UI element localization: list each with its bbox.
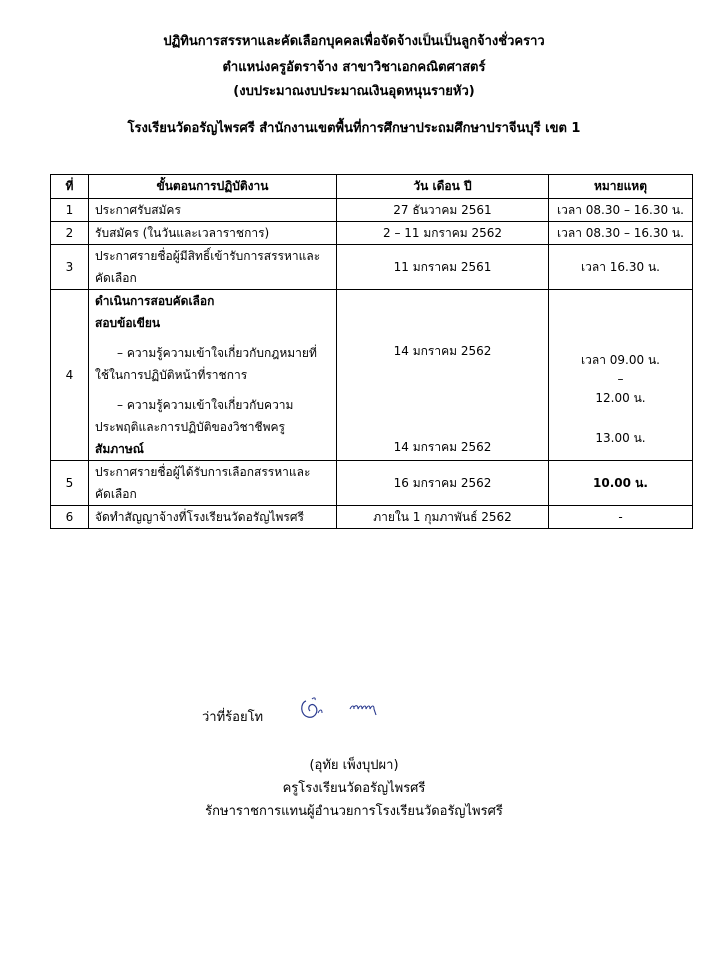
row-step (89, 290, 337, 461)
interview-date: 14 มกราคม 2562 (393, 439, 492, 454)
row-step-line: คัดเลือก (95, 271, 137, 285)
table-row (51, 461, 693, 506)
row-step-line: ประกาศรายชื่อผู้มีสิทธิ์เข้ารับการสรรหาและ (95, 249, 321, 263)
budget-source: (งบประมาณงบประมาณเงินอุดหนุนรายหัว) (233, 84, 475, 99)
signer-position: ครูโรงเรียนวัดอรัญไพรศรี (282, 781, 426, 796)
row-step (89, 245, 337, 290)
position-title: ตำแหน่งครูอัตราจ้าง สาขาวิชาเอกคณิตศาสตร์ (222, 60, 486, 75)
row-date: 2 – 11 มกราคม 2562 (337, 222, 549, 245)
signer-rank: ว่าที่ร้อยโท (202, 710, 264, 725)
row-date: 27 ธันวาคม 2561 (337, 199, 549, 222)
row-step: ประกาศรับสมัคร (89, 199, 337, 222)
column-header-step: ขั้นตอนการปฏิบัติงาน (89, 175, 337, 199)
row-date-text: 11 มกราคม 2561 (393, 260, 492, 274)
row-date (337, 290, 549, 461)
row-note (549, 245, 693, 290)
row-note-text: 10.00 น. (593, 476, 648, 490)
exam-end-time: 12.00 น. (595, 390, 646, 405)
exam-item-law: – ความรู้ความเข้าใจเกี่ยวกับกฎหมายที่ (117, 346, 317, 360)
row-note (549, 290, 693, 461)
signer-acting-position: รักษาราชการแทนผู้อำนวยการโรงเรียนวัดอรัญไพรศรี (205, 804, 503, 819)
row-note: - (549, 506, 693, 529)
exam-start-time: เวลา 09.00 น. (581, 352, 660, 367)
row-note: เวลา 08.30 – 16.30 น. (549, 199, 693, 222)
table-row (51, 199, 693, 222)
table-row (51, 506, 693, 529)
column-header-note: หมายแหตุ (549, 175, 693, 199)
row-number: 6 (51, 506, 89, 529)
signer-name: (อุทัย เพ็งบุปผา) (309, 758, 399, 773)
table-row (51, 245, 693, 290)
written-exam-date: 14 มกราคม 2562 (393, 343, 492, 358)
table-header-row (51, 175, 693, 199)
row-number: 5 (51, 461, 89, 506)
handwritten-signature (294, 693, 404, 727)
column-header-no: ที่ (51, 175, 89, 199)
row-date-text: 16 มกราคม 2562 (393, 476, 492, 490)
table-row (51, 290, 693, 461)
exam-item-ethics: – ความรู้ความเข้าใจเกี่ยวกับความ (117, 398, 294, 412)
school-name: โรงเรียนวัดอรัญไพรศรี สำนักงานเขตพื้นที่การศึกษาประถมศึกษาปราจีนบุรี เขต 1 (127, 121, 581, 136)
schedule-table (50, 174, 693, 529)
exam-item-ethics-cont: ประพฤติและการปฏิบัติของวิชาชีพครู (95, 420, 285, 434)
row-note-text: เวลา 16.30 น. (581, 260, 660, 274)
row-step-line: คัดเลือก (95, 487, 137, 501)
column-header-date: วัน เดือน ปี (337, 175, 549, 199)
exam-item-law-cont: ใช้ในการปฏิบัติหน้าที่ราชการ (95, 368, 248, 382)
interview-label: สัมภาษณ์ (95, 442, 144, 456)
document-title: ปฏิทินการสรรหาและคัดเลือกบุคคลเพื่อจัดจ้างเป็นเป็นลูกจ้างชั่วคราว (163, 34, 545, 49)
row-number: 2 (51, 222, 89, 245)
table-row (51, 222, 693, 245)
row-number: 3 (51, 245, 89, 290)
row-step (89, 461, 337, 506)
row-number: 4 (51, 290, 89, 461)
row-date: ภายใน 1 กุมภาพันธ์ 2562 (337, 506, 549, 529)
row-step: รับสมัคร (ในวันและเวลาราชการ) (89, 222, 337, 245)
row-note: เวลา 08.30 – 16.30 น. (549, 222, 693, 245)
row-date (337, 461, 549, 506)
written-exam-label: สอบข้อเขียน (95, 316, 161, 330)
row-step: จัดทำสัญญาจ้างที่โรงเรียนวัดอรัญไพรศรี (89, 506, 337, 529)
row-note (549, 461, 693, 506)
interview-time: 13.00 น. (595, 430, 646, 445)
row-number: 1 (51, 199, 89, 222)
row-step-line: ประกาศรายชื่อผู้ได้รับการเลือกสรรหาและ (95, 465, 311, 479)
row-date (337, 245, 549, 290)
exam-title: ดำเนินการสอบคัดเลือก (95, 294, 215, 308)
time-range-dash: – (617, 371, 624, 386)
